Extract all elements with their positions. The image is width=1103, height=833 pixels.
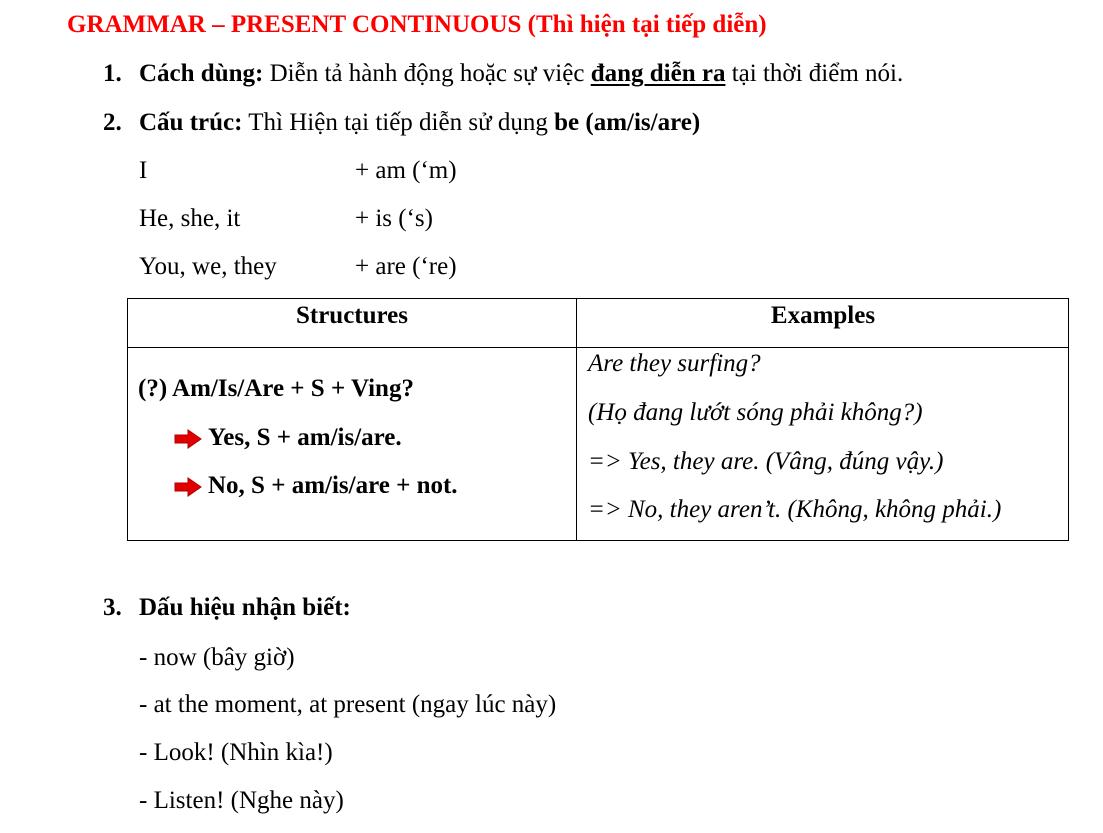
structure-question: (?) Am/Is/Are + S + Ving? xyxy=(138,375,414,402)
signal-item: - now (bây giờ) xyxy=(139,644,295,671)
structure-yes: Yes, S + am/is/are. xyxy=(208,424,402,451)
verb-are: + are (‘re) xyxy=(355,253,457,280)
example-no: => No, they aren’t. (Không, không phải.) xyxy=(588,496,1002,523)
structures-table xyxy=(127,298,1069,541)
header-structures: Structures xyxy=(295,302,409,329)
section-3-label: Dấu hiệu nhận biết: xyxy=(139,594,351,621)
section-2-line xyxy=(139,108,700,138)
signal-item: - Look! (Nhìn kìa!) xyxy=(139,739,333,766)
subject-i: I xyxy=(139,157,148,184)
structure-no-line xyxy=(174,471,458,501)
verb-is: + is (‘s) xyxy=(355,205,433,232)
section-1-label: Cách dùng: xyxy=(139,60,264,87)
example-yes: => Yes, they are. (Vâng, đúng vậy.) xyxy=(588,448,944,475)
section-1-text-before: Diễn tả hành động hoặc sự việc xyxy=(263,60,591,87)
section-2-be-forms: be (am/is/are) xyxy=(554,109,701,136)
subject-you-we-they: You, we, they xyxy=(139,253,277,280)
right-arrow-icon xyxy=(174,429,202,449)
section-1-emphasis: đang diễn ra xyxy=(590,60,726,87)
structure-no: No, S + am/is/are + not. xyxy=(208,472,458,499)
section-2-number: 2. xyxy=(103,109,122,136)
right-arrow-icon xyxy=(174,477,202,497)
signal-item: - Listen! (Nghe này) xyxy=(139,787,344,814)
section-1-number: 1. xyxy=(103,60,122,87)
table-header-divider xyxy=(128,347,1068,348)
verb-am: + am (‘m) xyxy=(355,157,457,184)
header-examples: Examples xyxy=(770,302,876,329)
example-question: Are they surfing? xyxy=(588,350,761,377)
page-title: GRAMMAR – PRESENT CONTINUOUS (Thì hiện tại tiếp diễn) xyxy=(67,11,767,38)
signal-item: - at the moment, at present (ngay lúc này) xyxy=(139,691,557,718)
section-3-number: 3. xyxy=(103,594,122,621)
subject-he-she-it: He, she, it xyxy=(139,205,241,232)
table-column-divider xyxy=(576,299,577,540)
section-2-label: Cấu trúc: xyxy=(139,109,243,136)
structure-yes-line xyxy=(174,423,402,453)
section-1-line xyxy=(139,59,903,89)
section-1-text-after: tại thời điểm nói. xyxy=(725,60,904,87)
section-2-text: Thì Hiện tại tiếp diễn sử dụng xyxy=(242,109,555,136)
example-translation: (Họ đang lướt sóng phải không?) xyxy=(588,399,923,426)
